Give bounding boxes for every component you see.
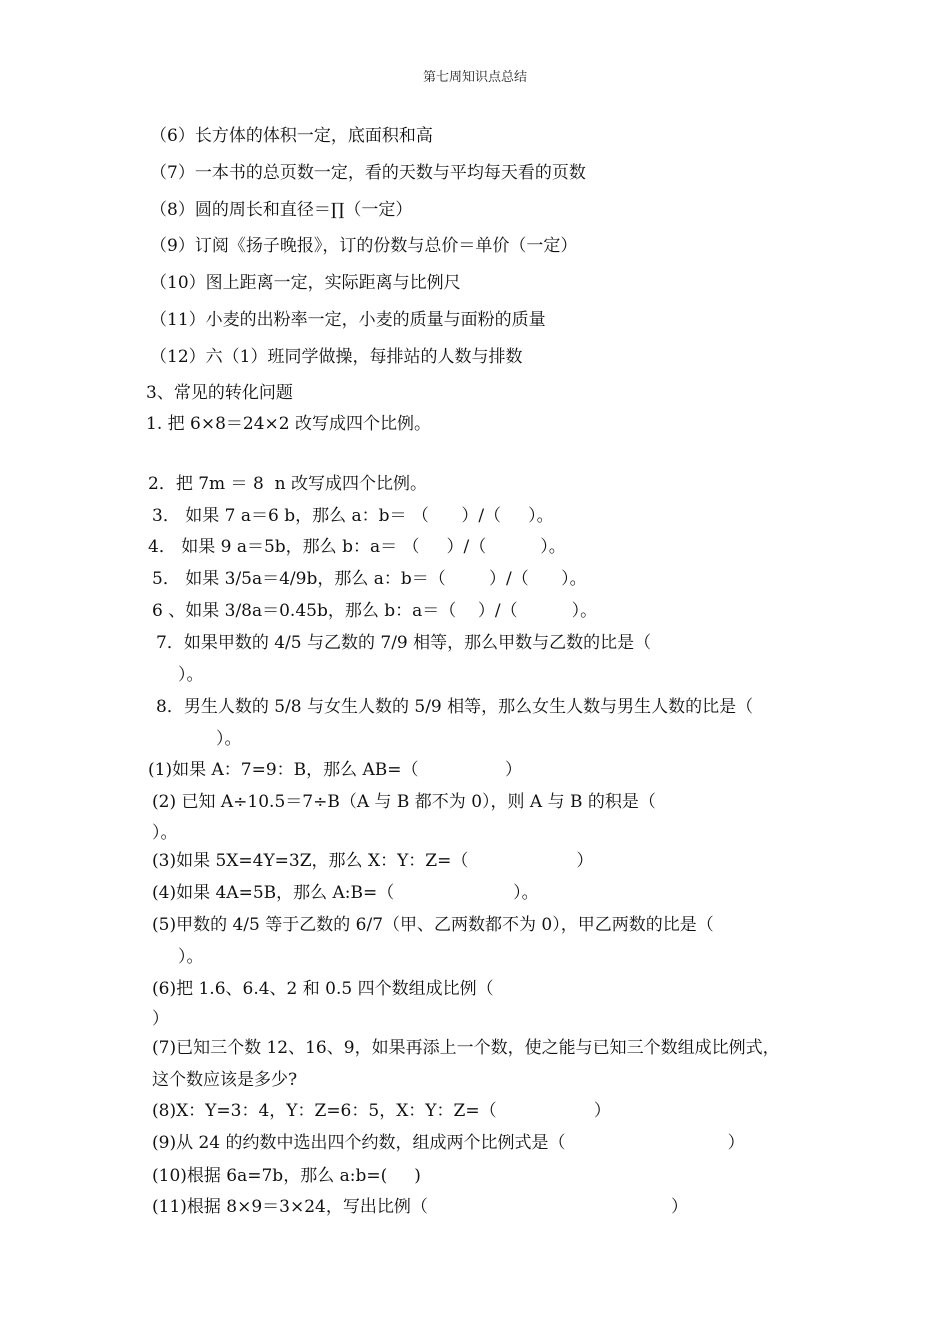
line-22: (3)如果 5X=4Y=3Z，那么 X：Y：Z=（ ） — [152, 851, 594, 871]
line-28: (7)已知三个数 12、16、9，如果再添上一个数，使之能与已知三个数组成比例式， — [152, 1038, 780, 1058]
line-14: 6 、如果 3/8a＝0.45b，那么 b：a＝（ ）/（ ）。 — [152, 601, 598, 621]
section-heading: 3、常见的转化问题 — [146, 383, 293, 403]
line-12: 4． 如果 9 a＝5b，那么 b：a＝ （ ）/（ ）。 — [148, 537, 566, 557]
line-20: (2) 已知 A÷10.5＝7÷B（A 与 B 都不为 0），则 A 与 B 的积是（ — [152, 792, 656, 812]
line-29: 这个数应该是多少? — [152, 1070, 298, 1090]
line-13: 5． 如果 3/5a＝4/9b，那么 a：b＝（ ）/（ ）。 — [152, 569, 587, 589]
line-9: 1. 把 6×8＝24×2 改写成四个比例。 — [146, 414, 431, 434]
line-15: 7．如果甲数的 4/5 与乙数的 7/9 相等，那么甲数与乙数的比是（ — [156, 633, 652, 653]
line-7: （12）六（1）班同学做操，每排站的人数与排数 — [150, 347, 523, 367]
line-3: （8）圆的周长和直径＝∏（一定） — [150, 200, 413, 220]
line-26: (6)把 1.6、6.4、2 和 0.5 四个数组成比例（ — [152, 979, 494, 999]
line-33: (11)根据 8×9＝3×24，写出比例（ ） — [152, 1197, 689, 1217]
line-24: (5)甲数的 4/5 等于乙数的 6/7（甲、乙两数都不为 0），甲乙两数的比是（ — [152, 915, 714, 935]
line-23: (4)如果 4A=5B，那么 A:B=（ ）。 — [152, 883, 539, 903]
line-31: (9)从 24 的约数中选出四个约数，组成两个比例式是（ ） — [152, 1133, 745, 1153]
line-30: (8)X：Y=3：4，Y：Z=6：5，X：Y：Z=（ ） — [152, 1101, 611, 1121]
line-10: 2．把 7m ＝ 8 n 改写成四个比例。 — [148, 474, 427, 494]
line-17: 8．男生人数的 5/8 与女生人数的 5/9 相等，那么女生人数与男生人数的比是（ — [156, 697, 754, 717]
line-11: 3． 如果 7 a＝6 b，那么 a：b＝ （ ）/（ ）。 — [152, 506, 554, 526]
line-6: （11）小麦的出粉率一定，小麦的质量与面粉的质量 — [150, 310, 546, 330]
line-5: （10）图上距离一定，实际距离与比例尺 — [150, 273, 461, 293]
line-4: （9）订阅《扬子晚报》，订的份数与总价＝单价（一定） — [150, 236, 578, 256]
line-32: (10)根据 6a=7b，那么 a:b=( ) — [152, 1166, 421, 1186]
line-18: ）。 — [216, 729, 242, 749]
line-2: （7）一本书的总页数一定，看的天数与平均每天看的页数 — [150, 163, 586, 183]
line-19: (1)如果 A：7=9：B，那么 AB=（ ） — [148, 760, 523, 780]
line-27: ） — [152, 1009, 169, 1029]
line-16: ）。 — [178, 665, 204, 685]
line-1: （6）长方体的体积一定，底面积和高 — [150, 126, 433, 146]
line-21: ）。 — [152, 823, 178, 843]
page-header: 第七周知识点总结 — [422, 70, 527, 85]
line-25: ）。 — [178, 947, 204, 967]
